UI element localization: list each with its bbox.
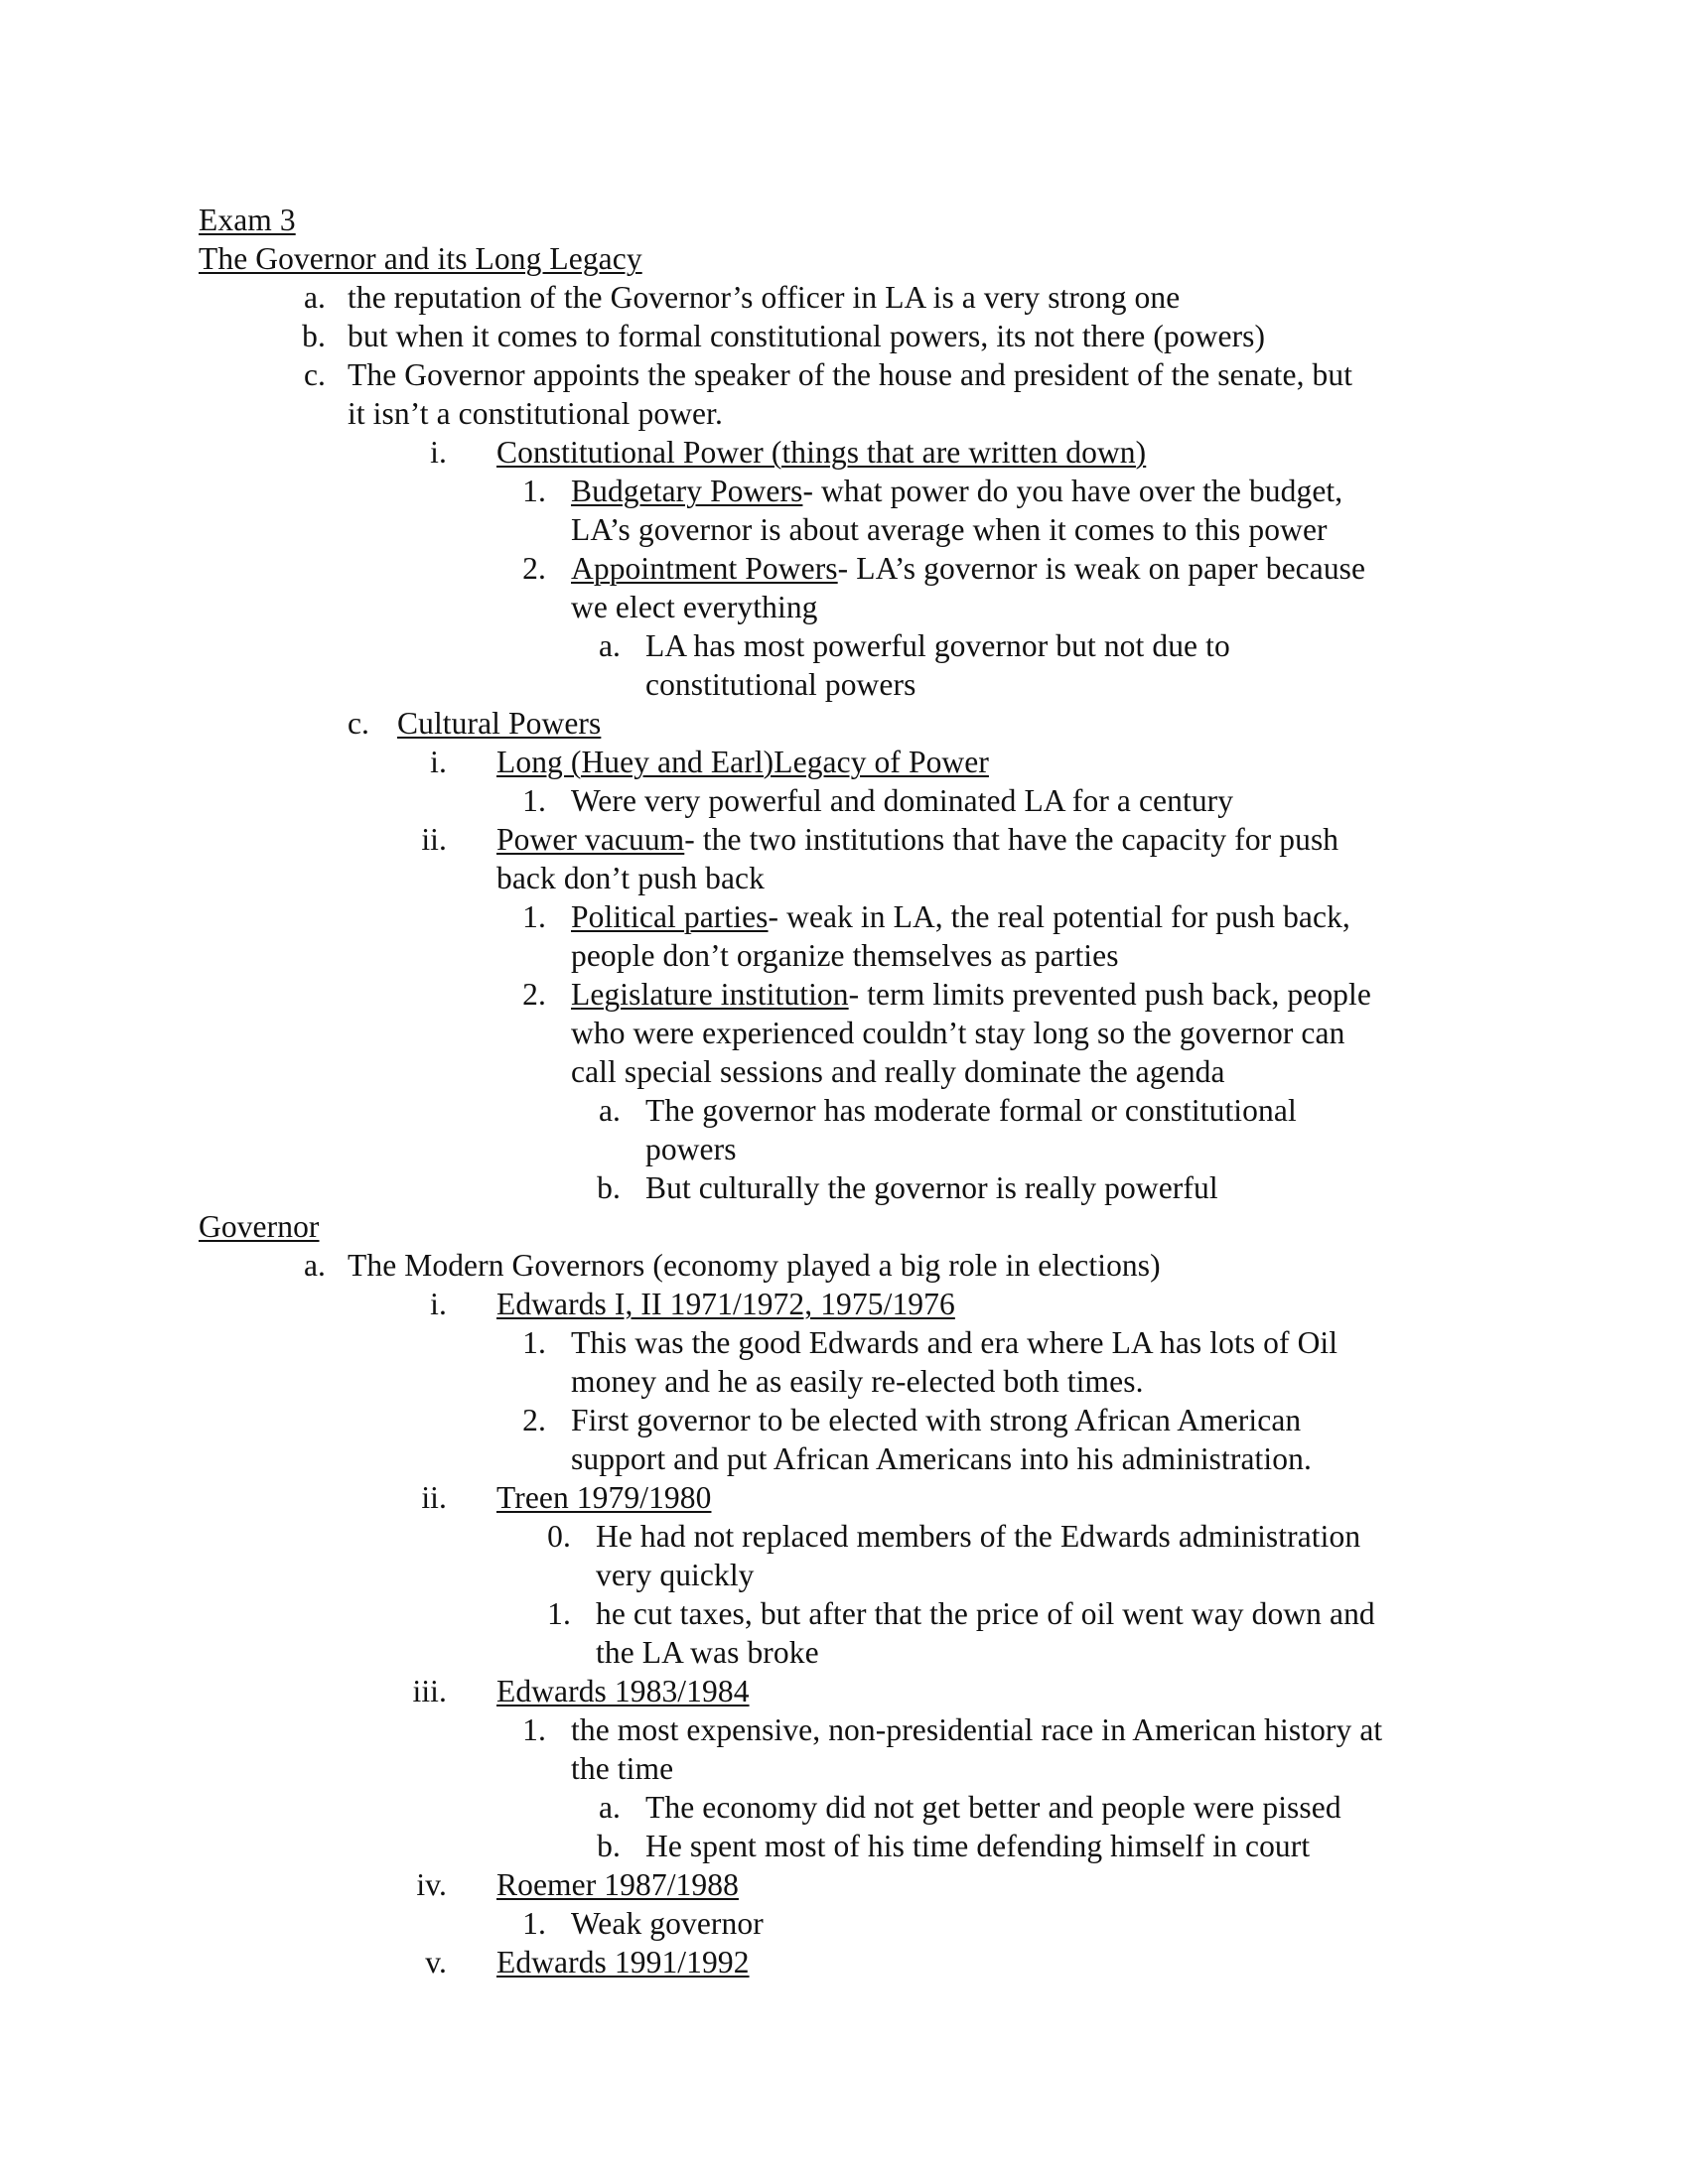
item-text: - the two institutions that have the capacity for push — [684, 822, 1339, 857]
item-text-continued: call special sessions and really dominate the agenda — [571, 1054, 1225, 1089]
list-marker: 1. — [522, 1325, 546, 1360]
list-marker: 1. — [522, 783, 546, 818]
list-marker: ii. — [421, 822, 447, 857]
item-text-continued: the time — [571, 1751, 674, 1786]
item-heading: Edwards 1991/1992 — [496, 1945, 750, 1979]
item-text: the most expensive, non-presidential race in American history at — [571, 1712, 1383, 1747]
item-text-continued: the LA was broke — [596, 1635, 819, 1670]
section-title-governor: Governor — [199, 1209, 320, 1244]
item-text: - weak in LA, the real potential for push back, — [768, 899, 1350, 934]
list-marker: i. — [430, 745, 447, 779]
item-text: LA has most powerful governor but not due to — [645, 628, 1230, 663]
item-text: - LA’s governor is weak on paper because — [837, 551, 1366, 586]
item-heading: Long (Huey and Earl)Legacy of Power — [496, 745, 989, 779]
item-text: The governor has moderate formal or constitutional — [645, 1093, 1297, 1128]
item-heading: Edwards I, II 1971/1972, 1975/1976 — [496, 1287, 955, 1321]
list-marker: ii. — [421, 1480, 447, 1515]
item-text: First governor to be elected with strong African American — [571, 1403, 1302, 1437]
item-heading: Roemer 1987/1988 — [496, 1867, 739, 1902]
list-marker: 1. — [522, 899, 546, 934]
item-text: The economy did not get better and people were pissed — [645, 1790, 1341, 1825]
list-marker: b. — [302, 319, 326, 353]
item-text: but when it comes to formal constitutional powers, its not there (powers) — [348, 319, 1266, 353]
item-text: - what power do you have over the budget, — [802, 474, 1343, 508]
item-text: He spent most of his time defending himself in court — [645, 1829, 1311, 1863]
item-text: the reputation of the Governor’s officer in LA is a very strong one — [348, 280, 1181, 315]
item-text: But culturally the governor is really powerful — [645, 1170, 1218, 1205]
item-text-continued: money and he as easily re-elected both times. — [571, 1364, 1144, 1399]
item-text: The Governor appoints the speaker of the house and president of the senate, but — [348, 357, 1353, 392]
item-text: Were very powerful and dominated LA for a century — [571, 783, 1234, 818]
list-marker: a. — [598, 628, 621, 663]
list-marker: 2. — [522, 551, 546, 586]
list-marker: iv. — [416, 1867, 447, 1902]
list-marker: 2. — [522, 977, 546, 1012]
item-text-continued: who were experienced couldn’t stay long so the governor can — [571, 1016, 1345, 1050]
list-marker: 1. — [547, 1596, 571, 1631]
list-marker: a. — [303, 280, 326, 315]
item-heading: Appointment Powers — [571, 551, 838, 586]
item-heading: Political parties — [571, 899, 769, 934]
exam-title: Exam 3 — [199, 203, 296, 237]
item-heading: Power vacuum — [496, 822, 685, 857]
item-text: - term limits prevented push back, people — [848, 977, 1371, 1012]
list-marker: c. — [303, 357, 326, 392]
list-marker: b. — [597, 1829, 621, 1863]
item-text-continued: constitutional powers — [645, 667, 916, 702]
list-marker: a. — [598, 1093, 621, 1128]
list-marker: v. — [425, 1945, 447, 1979]
list-marker: c. — [347, 706, 369, 741]
item-heading: Edwards 1983/1984 — [496, 1674, 750, 1708]
item-text-continued: LA’s governor is about average when it comes to this power — [571, 512, 1328, 547]
item-text-continued: back don’t push back — [496, 861, 765, 895]
item-text-continued: it isn’t a constitutional power. — [348, 396, 723, 431]
item-heading: Treen 1979/1980 — [496, 1480, 712, 1515]
section-title-long-legacy: The Governor and its Long Legacy — [199, 241, 642, 276]
item-heading: Cultural Powers — [397, 706, 602, 741]
item-text: The Modern Governors (economy played a big role in elections) — [348, 1248, 1161, 1283]
item-text-continued: powers — [645, 1132, 737, 1166]
list-marker: i. — [430, 435, 447, 470]
item-text-continued: we elect everything — [571, 590, 818, 624]
list-marker: a. — [303, 1248, 326, 1283]
item-text: he cut taxes, but after that the price of oil went way down and — [596, 1596, 1375, 1631]
list-marker: i. — [430, 1287, 447, 1321]
list-marker: 0. — [547, 1519, 571, 1554]
list-marker: a. — [598, 1790, 621, 1825]
item-text-continued: people don’t organize themselves as parties — [571, 938, 1119, 973]
item-heading: Budgetary Powers — [571, 474, 803, 508]
item-text-continued: very quickly — [596, 1558, 755, 1592]
list-marker: 2. — [522, 1403, 546, 1437]
item-heading: Constitutional Power (things that are written down) — [496, 435, 1147, 470]
list-marker: 1. — [522, 1712, 546, 1747]
item-text: He had not replaced members of the Edwards administration — [596, 1519, 1361, 1554]
list-marker: b. — [597, 1170, 621, 1205]
item-text: This was the good Edwards and era where LA has lots of Oil — [571, 1325, 1338, 1360]
item-heading: Legislature institution — [571, 977, 849, 1012]
list-marker: 1. — [522, 1906, 546, 1941]
item-text-continued: support and put African Americans into his administration. — [571, 1441, 1312, 1476]
list-marker: iii. — [412, 1674, 447, 1708]
list-marker: 1. — [522, 474, 546, 508]
item-text: Weak governor — [571, 1906, 764, 1941]
